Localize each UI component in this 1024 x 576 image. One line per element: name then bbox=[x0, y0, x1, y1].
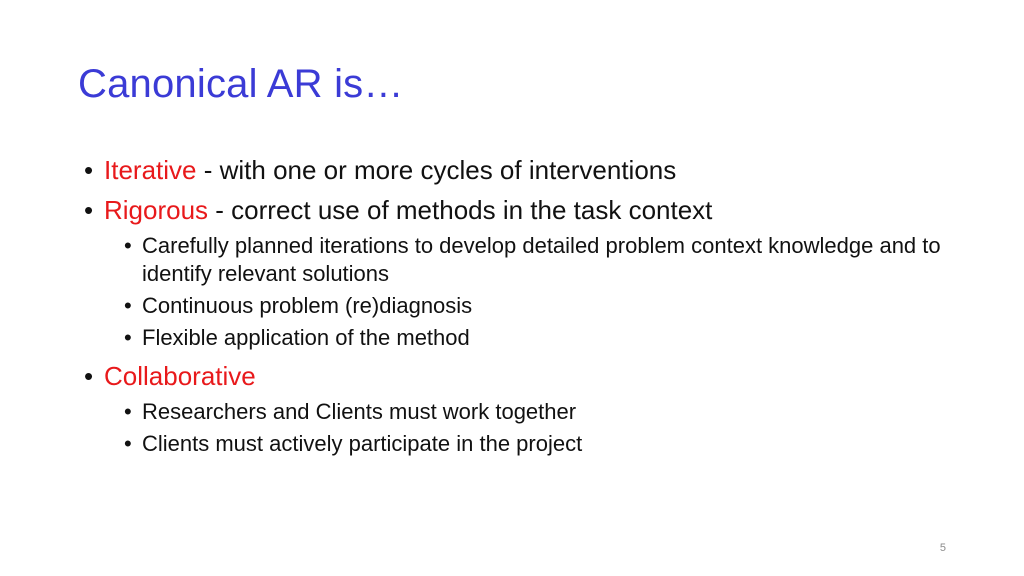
bullet-list bbox=[84, 148, 964, 458]
sub-bullet-icon: • bbox=[124, 233, 132, 258]
sub-bullet-icon: • bbox=[124, 325, 132, 350]
sub-bullet-item bbox=[84, 324, 964, 352]
bullet-item-iterative bbox=[84, 152, 964, 188]
bullet-text: - correct use of methods in the task context bbox=[208, 195, 713, 225]
bullet-item-collaborative bbox=[84, 358, 964, 394]
bullet-icon: • bbox=[84, 361, 94, 391]
bullet-highlight: Rigorous bbox=[104, 195, 209, 225]
bullet-highlight: Iterative bbox=[104, 155, 197, 185]
slide-title: Canonical AR is… bbox=[78, 62, 404, 106]
sub-bullet-text: Carefully planned iterations to develop detailed problem context knowledge and to identify relevant solutions bbox=[142, 233, 941, 286]
sub-bullet-item bbox=[84, 232, 942, 288]
bullet-text: - with one or more cycles of interventions bbox=[196, 155, 677, 185]
sub-bullet-icon: • bbox=[124, 293, 132, 318]
sub-bullet-item bbox=[84, 398, 964, 426]
sub-bullet-text: Researchers and Clients must work together bbox=[142, 399, 577, 424]
sub-bullet-item bbox=[84, 430, 964, 458]
sub-bullet-text: Flexible application of the method bbox=[142, 325, 470, 350]
bullet-highlight: Collaborative bbox=[104, 361, 256, 391]
page-number: 5 bbox=[939, 542, 946, 554]
sub-bullet-text: Continuous problem (re)diagnosis bbox=[142, 293, 473, 318]
sub-bullet-item bbox=[84, 292, 964, 320]
bullet-item-rigorous bbox=[84, 192, 964, 228]
sub-bullet-icon: • bbox=[124, 431, 132, 456]
bullet-icon: • bbox=[84, 195, 94, 225]
bullet-icon: • bbox=[84, 155, 94, 185]
sub-bullet-icon: • bbox=[124, 399, 132, 424]
sub-bullet-text: Clients must actively participate in the project bbox=[142, 431, 583, 456]
